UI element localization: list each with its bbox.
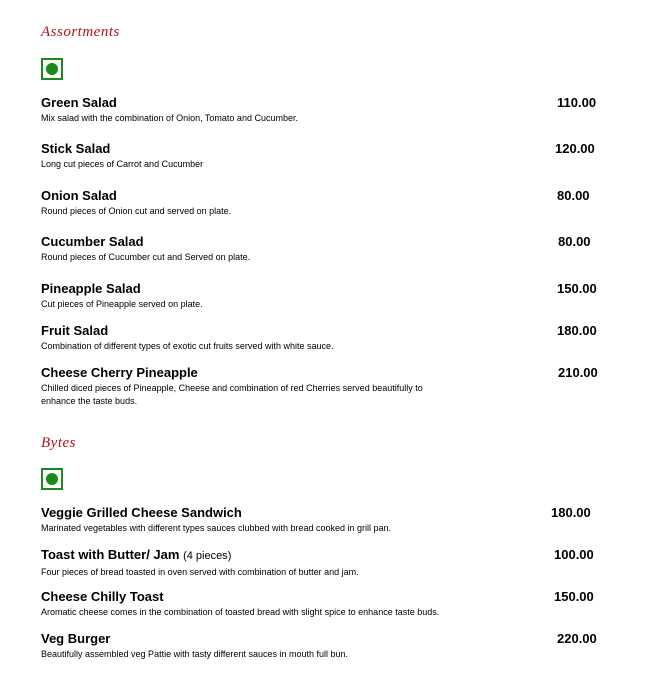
item-description: Long cut pieces of Carrot and Cucumber (41, 159, 204, 169)
item-description: Beautifully assembled veg Pattie with tasty different sauces in mouth full bun. (41, 649, 349, 659)
menu-item (41, 589, 601, 619)
item-name: Cheese Cherry Pineapple (41, 365, 198, 380)
menu-item (41, 547, 601, 579)
item-name: Veg Burger (41, 631, 111, 646)
menu-item (41, 365, 601, 408)
item-description: Marinated vegetables with different types sauces clubbed with bread cooked in grill pan. (41, 523, 392, 533)
item-name: Cheese Chilly Toast (41, 589, 164, 604)
menu-item (41, 95, 601, 125)
menu-item (41, 141, 601, 171)
menu-item (41, 323, 601, 353)
item-name: Cucumber Salad (41, 234, 144, 249)
item-description: Mix salad with the combination of Onion, Tomato and Cucumber. (41, 113, 298, 123)
item-description: Aromatic cheese comes in the combination of toasted bread with slight spice to enhance taste buds. (41, 607, 440, 617)
item-description: Round pieces of Onion cut and served on plate. (41, 206, 232, 216)
item-name: Veggie Grilled Cheese Sandwich (41, 505, 242, 520)
item-name: Onion Salad (41, 188, 117, 203)
section-title-assortments: Assortments (41, 24, 120, 40)
menu-item (41, 281, 601, 311)
item-name: Stick Salad (41, 141, 111, 156)
item-price: 120.00 (555, 141, 595, 156)
item-price: 150.00 (554, 589, 594, 604)
item-name: Green Salad (41, 95, 117, 110)
veg-symbol-icon (41, 468, 63, 490)
menu-item (41, 234, 601, 264)
item-price: 210.00 (558, 365, 598, 380)
item-name: Pineapple Salad (41, 281, 141, 296)
item-description: Four pieces of bread toasted in oven served with combination of butter and jam. (41, 567, 359, 577)
veg-dot (46, 63, 58, 75)
item-price: 220.00 (557, 631, 597, 646)
item-price: 100.00 (554, 547, 594, 562)
item-name-text: Toast with Butter/ Jam (41, 547, 180, 562)
item-description: Round pieces of Cucumber cut and Served on plate. (41, 252, 251, 262)
item-price: 150.00 (557, 281, 597, 296)
menu-item (41, 631, 601, 661)
item-price: 180.00 (557, 323, 597, 338)
item-name (41, 547, 601, 564)
menu-item (41, 188, 601, 218)
section-title-bytes: Bytes (41, 435, 76, 451)
veg-dot (46, 473, 58, 485)
item-description: Cut pieces of Pineapple served on plate. (41, 299, 203, 309)
item-price: 80.00 (558, 234, 591, 249)
item-price: 180.00 (551, 505, 591, 520)
menu-item (41, 505, 601, 535)
item-price: 110.00 (557, 95, 597, 110)
veg-symbol-icon (41, 58, 63, 80)
item-price: 80.00 (557, 188, 590, 203)
item-name: Fruit Salad (41, 323, 109, 338)
item-description: Combination of different types of exotic cut fruits served with white sauce. (41, 341, 334, 351)
item-description: Chilled diced pieces of Pineapple, Cheese and combination of red Cherries served beautifully to enhance the taste buds. (41, 383, 423, 406)
item-quantity: (4 pieces) (183, 550, 232, 562)
